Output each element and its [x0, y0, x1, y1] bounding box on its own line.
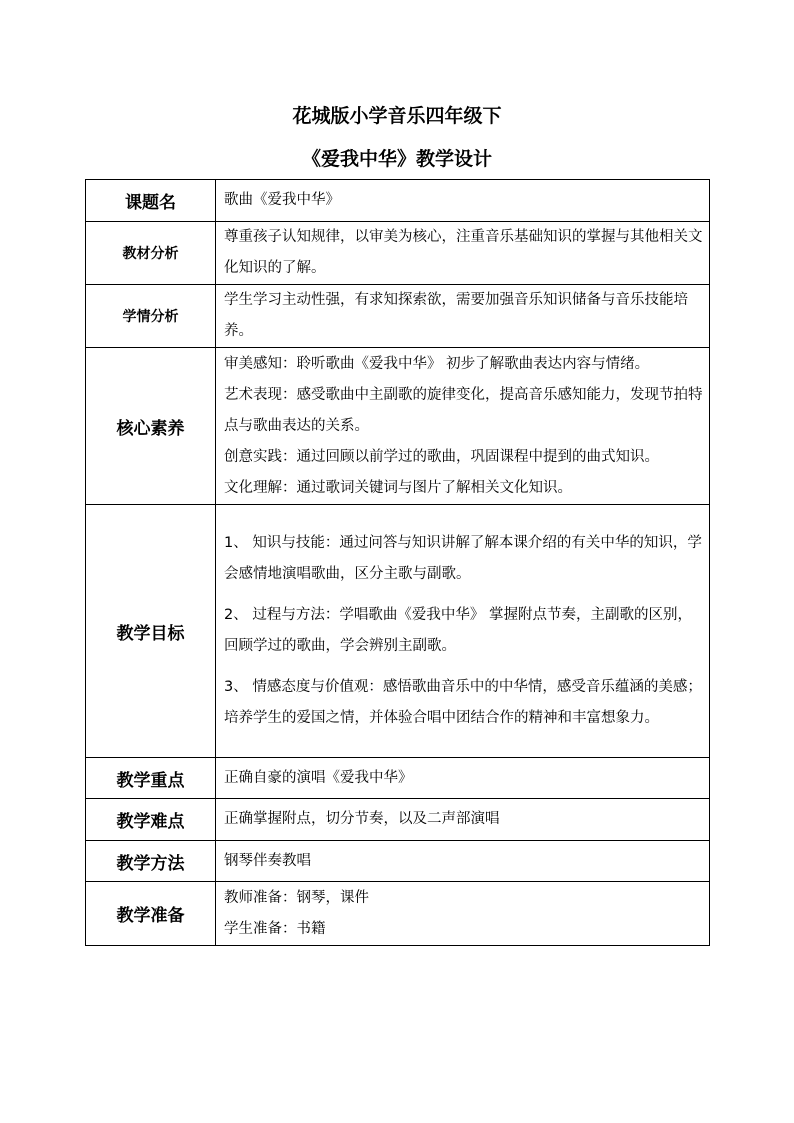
- row-label-material: 教材分析: [86, 222, 216, 285]
- row-label-method: 教学方法: [86, 841, 216, 882]
- objective-item: 3、 情感态度与价值观：感悟歌曲音乐中的中华情，感受音乐蕴涵的美感；培养学生的爱国之情，并体验合唱中团结合作的精神和丰富想象力。: [224, 678, 702, 726]
- row-label-literacy: 核心素养: [86, 348, 216, 505]
- table-row-difficulty: [86, 799, 710, 841]
- literacy-line: 创意实践：通过回顾以前学过的歌曲，巩固课程中提到的曲式知识。: [224, 448, 659, 465]
- literacy-line: 艺术表现：感受歌曲中主副歌的旋律变化，提高音乐感知能力，发现节拍特点与歌曲表达的关系。: [224, 386, 703, 434]
- table-row-preparation: [86, 882, 710, 946]
- lesson-plan-table: [85, 179, 710, 946]
- table-row-topic: [86, 180, 710, 222]
- literacy-line: 审美感知：聆听歌曲《爱我中华》 初步了解歌曲表达内容与情绪。: [224, 355, 650, 372]
- row-value-topic: 歌曲《爱我中华》: [216, 180, 710, 222]
- row-value-difficulty: 正确掌握附点，切分节奏，以及二声部演唱: [216, 799, 710, 841]
- row-label-students: 学情分析: [86, 285, 216, 348]
- table-row-key-point: [86, 758, 710, 799]
- row-label-preparation: 教学准备: [86, 882, 216, 946]
- row-label-key-point: 教学重点: [86, 758, 216, 799]
- literacy-line: 文化理解：通过歌词关键词与图片了解相关文化知识。: [224, 479, 572, 496]
- row-value-students: 学生学习主动性强，有求知探索欲，需要加强音乐知识储备与音乐技能培养。: [216, 285, 710, 348]
- objective-item: 1、 知识与技能：通过问答与知识讲解了解本课介绍的有关中华的知识，学会感情地演唱歌曲，区分主歌与副歌。: [224, 534, 702, 582]
- row-value-objectives: [216, 505, 710, 758]
- row-value-method: 钢琴伴奏教唱: [216, 841, 710, 882]
- objective-item: 2、 过程与方法：学唱歌曲《爱我中华》 掌握附点节奏，主副歌的区别，回顾学过的歌曲，学会辨别主副歌。: [224, 606, 692, 654]
- row-label-topic: 课题名: [86, 180, 216, 222]
- row-label-difficulty: 教学难点: [86, 799, 216, 841]
- row-label-objectives: 教学目标: [86, 505, 216, 758]
- preparation-line: 教师准备：钢琴，课件: [224, 889, 369, 906]
- document-subtitle: 《爱我中华》教学设计: [301, 148, 492, 170]
- table-row-method: [86, 841, 710, 882]
- row-value-preparation: [216, 882, 710, 946]
- table-row-students: [86, 285, 710, 348]
- row-value-material: 尊重孩子认知规律，以审美为核心，注重音乐基础知识的掌握与其他相关文化知识的了解。: [216, 222, 710, 285]
- row-value-key-point: 正确自豪的演唱《爱我中华》: [216, 758, 710, 799]
- document-title: 花城版小学音乐四年级下: [292, 105, 502, 127]
- preparation-line: 学生准备：书籍: [224, 920, 326, 937]
- table-row-material: [86, 222, 710, 285]
- row-value-literacy: [216, 348, 710, 505]
- table-row-literacy: [86, 348, 710, 505]
- table-row-objectives: [86, 505, 710, 758]
